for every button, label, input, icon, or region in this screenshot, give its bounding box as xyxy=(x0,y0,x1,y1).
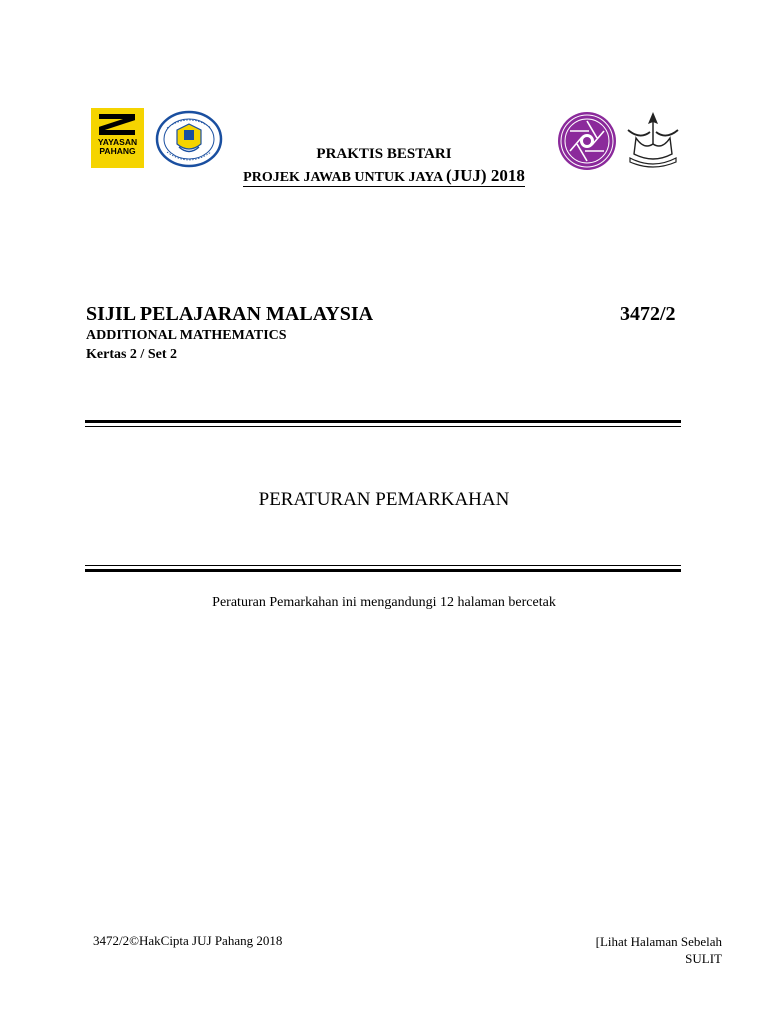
series-title: PRAKTIS BESTARI xyxy=(316,146,452,162)
yayasan-logo-line1: YAYASAN xyxy=(97,137,138,147)
footer-copyright: 3472/2©HakCipta JUJ Pahang 2018 xyxy=(93,933,283,948)
document-title: PERATURAN PEMARKAHAN xyxy=(258,489,510,510)
paper-set: Kertas 2 / Set 2 xyxy=(86,347,177,362)
subject-name: ADDITIONAL MATHEMATICS xyxy=(86,328,287,343)
project-title-text: PROJEK JAWAB UNTUK JAYA xyxy=(243,170,446,185)
divider-top-thin xyxy=(85,426,681,427)
project-title-acronym: (JUJ) xyxy=(445,166,487,185)
yayasan-logo-line2: PAHANG xyxy=(99,146,136,156)
exam-title: SIJIL PELAJARAN MALAYSIA xyxy=(86,303,374,325)
paper-code: 3472/2 xyxy=(620,303,676,325)
project-title xyxy=(0,166,768,186)
page-count-note: Peraturan Pemarkahan ini mengandungi 12 halaman bercetak xyxy=(212,595,556,610)
divider-bottom-thin xyxy=(85,565,681,566)
footer-right xyxy=(520,933,722,967)
divider-top-thick xyxy=(85,420,681,423)
footer-next-page: [Lihat Halaman Sebelah xyxy=(595,934,722,949)
project-title-year: 2018 xyxy=(486,166,525,185)
footer-classification: SULIT xyxy=(685,951,722,966)
divider-bottom-thick xyxy=(85,569,681,572)
